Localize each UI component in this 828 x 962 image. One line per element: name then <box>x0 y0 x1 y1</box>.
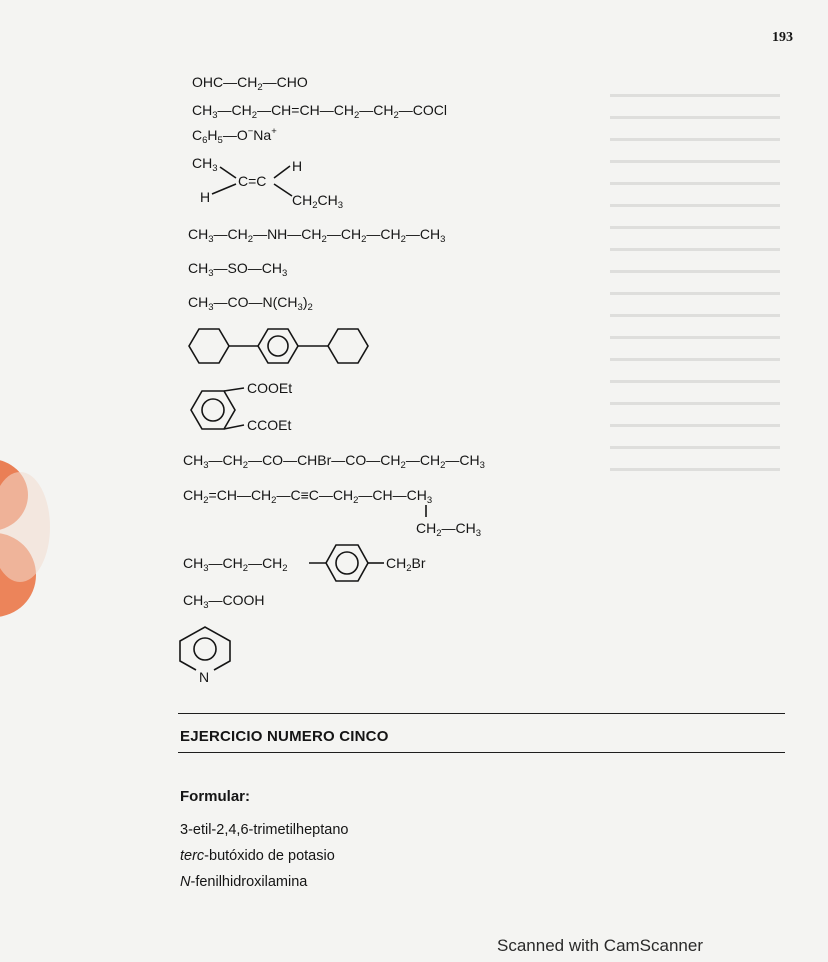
formula-acetic-acid: $CH_3—COOH$ <box>183 592 265 611</box>
formula-malondialdehyde: $OHC—CH_2—CHO$ <box>192 74 308 93</box>
section-rule-bottom <box>178 752 785 753</box>
exercise-item-3: N-fenilhidroxilamina <box>180 874 308 890</box>
section-rule-top <box>178 713 785 714</box>
substituent-cooet: COOEt <box>247 380 293 396</box>
scanner-watermark: Scanned with CamScanner <box>497 936 704 955</box>
formula-enyne-branch: $CH_2—CH_3$ <box>416 520 482 539</box>
formula-dimethyl-sulfoxide: $CH_3—SO—CH_3$ <box>188 260 288 279</box>
exercise-item-1: 3-etil-2,4,6-trimetilheptano <box>180 822 349 838</box>
formula-acyl-chloride: $CH_3—CH_2—CH=CH—CH_2—CH_2—COCl$ <box>192 102 448 121</box>
exercise-item-2: terc-butóxido de potasio <box>180 848 335 864</box>
section-title: EJERCICIO NUMERO CINCO <box>180 728 389 745</box>
formular-label: Formular: <box>180 788 251 805</box>
formula-propylbenzyl-chain: $CH_3—CH_2—CH_2$ <box>183 555 288 574</box>
formula-bromo-diketone: $CH_3—CH_2—CO—CHBr—CO—CH_2—CH_2—CH_3$ <box>183 452 485 471</box>
pyridine-nitrogen: N <box>199 669 210 685</box>
formula-dimethylacetamide: $CH_3—CO—N(CH_3)_2$ <box>188 294 313 313</box>
substituent-ccoet: CCOEt <box>247 417 292 433</box>
page-number: 193 <box>772 30 793 45</box>
formula-sodium-phenoxide: $C_6H_5—O^-Na^+$ <box>192 126 277 146</box>
formula-enyne: $CH_2=CH—CH_2—C\equiv C—CH_2—CH—CH_3$ <box>183 487 433 506</box>
formula-propylbenzyl-end: $CH_2Br$ <box>386 555 426 574</box>
formula-dibutylamine: $CH_3—CH_2—NH—CH_2—CH_2—CH_2—CH_3$ <box>188 226 446 245</box>
